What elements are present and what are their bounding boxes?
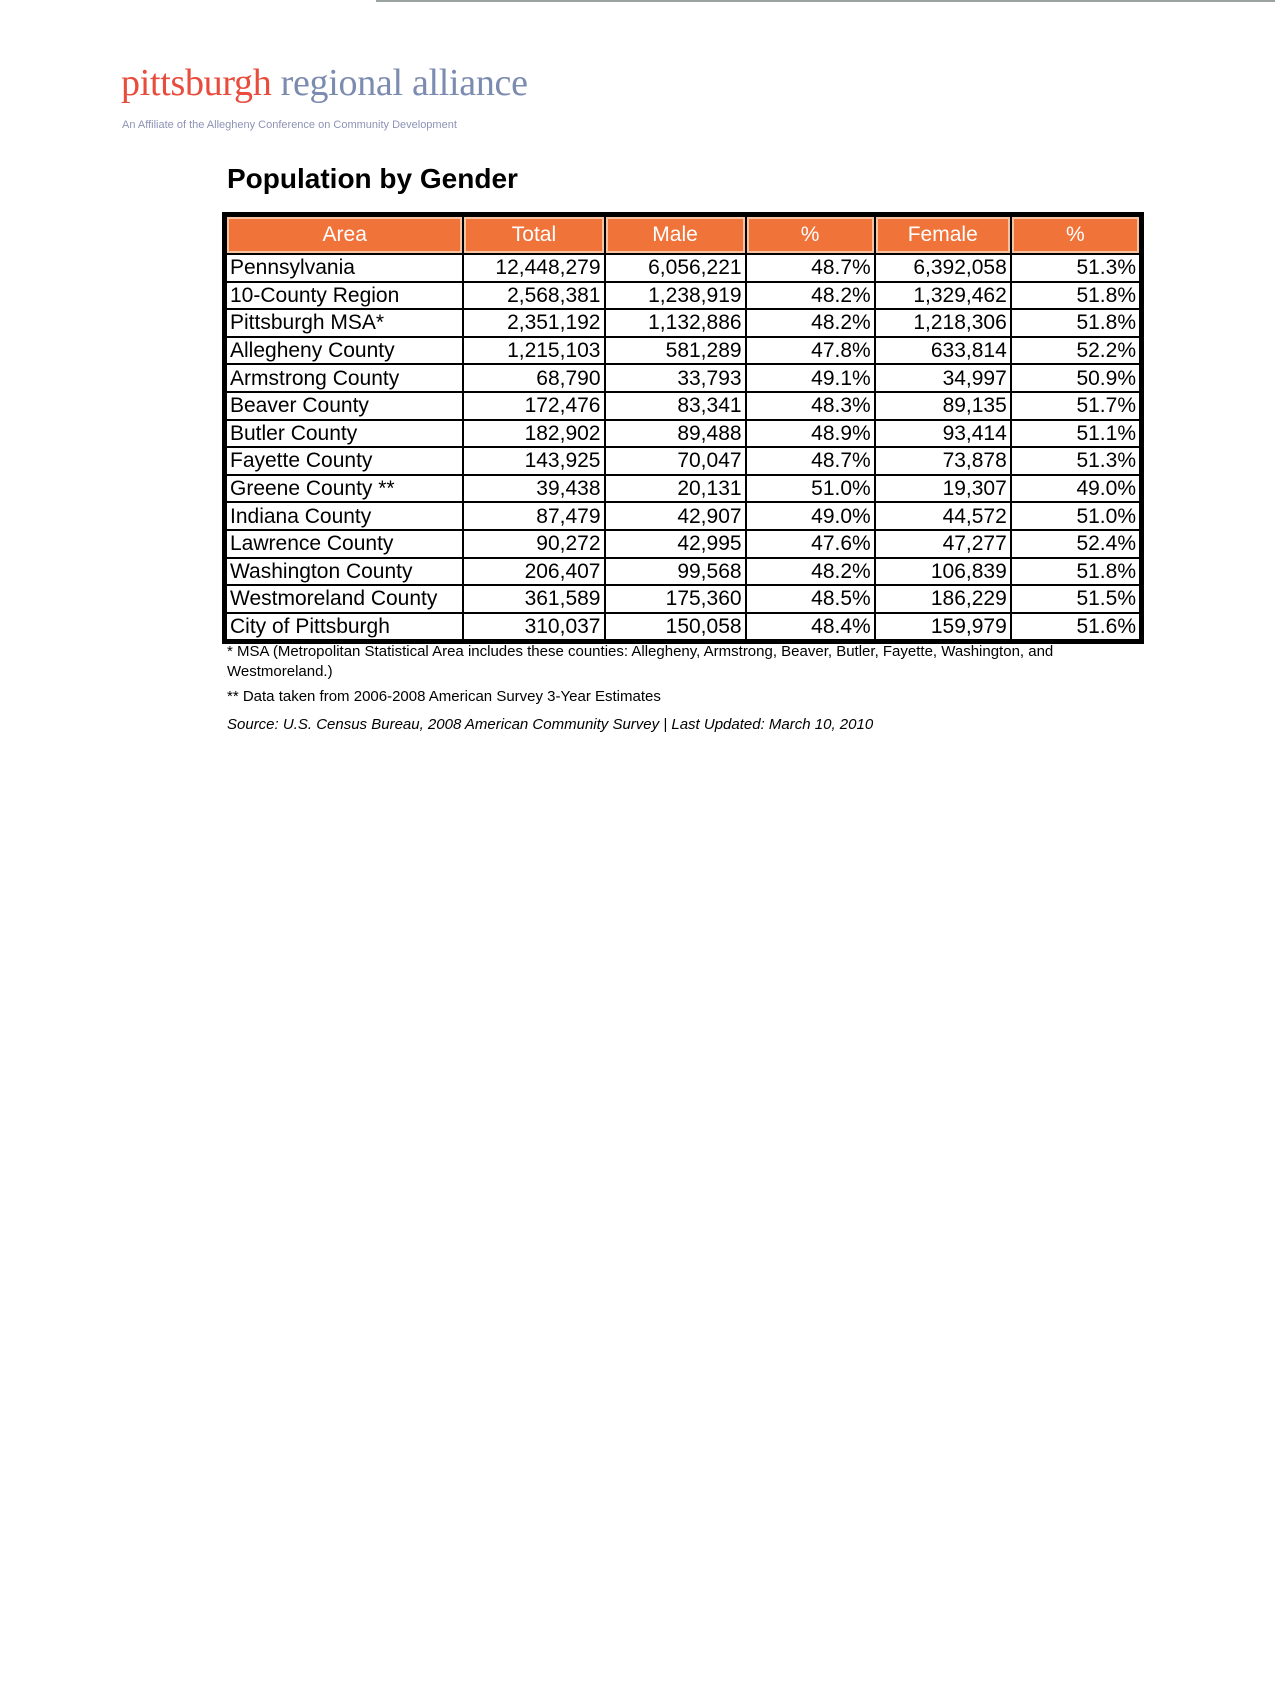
cell-male: 6,056,221	[605, 254, 746, 282]
cell-male-percent: 48.2%	[746, 282, 875, 310]
cell-area: City of Pittsburgh	[226, 613, 463, 641]
cell-female-percent: 51.7%	[1011, 392, 1140, 420]
cell-male: 42,907	[605, 502, 746, 530]
table-header-row	[226, 216, 1140, 254]
cell-female-percent: 52.2%	[1011, 337, 1140, 365]
cell-area: Butler County	[226, 420, 463, 448]
cell-total: 172,476	[463, 392, 604, 420]
cell-area: Washington County	[226, 558, 463, 586]
brand-logo	[121, 64, 528, 102]
cell-male: 99,568	[605, 558, 746, 586]
cell-female-percent: 51.3%	[1011, 254, 1140, 282]
table-row	[226, 420, 1140, 448]
table-row	[226, 392, 1140, 420]
table-row	[226, 447, 1140, 475]
table-row	[226, 282, 1140, 310]
cell-female: 1,218,306	[875, 309, 1011, 337]
table-row	[226, 530, 1140, 558]
cell-male: 1,238,919	[605, 282, 746, 310]
brand-name-part2: regional alliance	[280, 62, 528, 104]
cell-male-percent: 48.9%	[746, 420, 875, 448]
cell-area: Indiana County	[226, 502, 463, 530]
table-row	[226, 254, 1140, 282]
cell-total: 1,215,103	[463, 337, 604, 365]
cell-female: 19,307	[875, 475, 1011, 503]
cell-female: 47,277	[875, 530, 1011, 558]
brand-name-part1: pittsburgh	[121, 62, 272, 104]
page-title: Population by Gender	[227, 163, 518, 194]
table-row	[226, 502, 1140, 530]
cell-total: 143,925	[463, 447, 604, 475]
cell-female-percent: 52.4%	[1011, 530, 1140, 558]
cell-area: 10-County Region	[226, 282, 463, 310]
table-row	[226, 475, 1140, 503]
cell-total: 310,037	[463, 613, 604, 641]
cell-total: 206,407	[463, 558, 604, 586]
column-header-female: Female	[875, 216, 1011, 254]
cell-female: 73,878	[875, 447, 1011, 475]
cell-male-percent: 48.4%	[746, 613, 875, 641]
cell-male: 89,488	[605, 420, 746, 448]
cell-area: Allegheny County	[226, 337, 463, 365]
cell-male-percent: 48.2%	[746, 558, 875, 586]
column-header-female-percent: %	[1011, 216, 1140, 254]
cell-total: 90,272	[463, 530, 604, 558]
cell-female-percent: 51.8%	[1011, 309, 1140, 337]
cell-total: 87,479	[463, 502, 604, 530]
cell-male: 20,131	[605, 475, 746, 503]
cell-total: 2,351,192	[463, 309, 604, 337]
cell-female: 93,414	[875, 420, 1011, 448]
column-header-male: Male	[605, 216, 746, 254]
cell-female: 186,229	[875, 585, 1011, 613]
cell-female-percent: 51.1%	[1011, 420, 1140, 448]
cell-female-percent: 49.0%	[1011, 475, 1140, 503]
cell-area: Pittsburgh MSA*	[226, 309, 463, 337]
cell-female: 1,329,462	[875, 282, 1011, 310]
cell-female: 89,135	[875, 392, 1011, 420]
cell-female: 159,979	[875, 613, 1011, 641]
cell-female-percent: 51.8%	[1011, 558, 1140, 586]
column-header-area: Area	[226, 216, 463, 254]
column-header-total: Total	[463, 216, 604, 254]
brand-tagline: An Affiliate of the Allegheny Conference on Community Development	[122, 119, 457, 131]
cell-male-percent: 47.8%	[746, 337, 875, 365]
top-rule	[376, 0, 1275, 2]
source-note: Source: U.S. Census Bureau, 2008 American Community Survey | Last Updated: March 10, 2010	[227, 715, 874, 733]
cell-total: 182,902	[463, 420, 604, 448]
footnote-msa: * MSA (Metropolitan Statistical Area includes these counties: Allegheny, Armstrong, Beaver, Butler, Fayette, Washington, and Westmoreland.)	[227, 643, 1054, 680]
cell-female-percent: 51.5%	[1011, 585, 1140, 613]
cell-male: 150,058	[605, 613, 746, 641]
table-row	[226, 613, 1140, 641]
table-row	[226, 337, 1140, 365]
cell-area: Fayette County	[226, 447, 463, 475]
cell-female: 633,814	[875, 337, 1011, 365]
table-body	[226, 254, 1140, 640]
cell-total: 361,589	[463, 585, 604, 613]
cell-male-percent: 47.6%	[746, 530, 875, 558]
cell-area: Westmoreland County	[226, 585, 463, 613]
table-row	[226, 558, 1140, 586]
cell-male: 83,341	[605, 392, 746, 420]
cell-male: 70,047	[605, 447, 746, 475]
column-header-male-percent: %	[746, 216, 875, 254]
cell-male: 581,289	[605, 337, 746, 365]
cell-total: 12,448,279	[463, 254, 604, 282]
cell-total: 2,568,381	[463, 282, 604, 310]
table-row	[226, 309, 1140, 337]
footnotes	[227, 642, 1147, 742]
table-row	[226, 585, 1140, 613]
cell-male: 33,793	[605, 364, 746, 392]
cell-female: 44,572	[875, 502, 1011, 530]
cell-male-percent: 48.7%	[746, 447, 875, 475]
population-table	[225, 215, 1141, 641]
footnote-greene: ** Data taken from 2006-2008 American Survey 3-Year Estimates	[227, 688, 661, 705]
cell-female-percent: 50.9%	[1011, 364, 1140, 392]
table-row	[226, 364, 1140, 392]
cell-area: Beaver County	[226, 392, 463, 420]
cell-area: Armstrong County	[226, 364, 463, 392]
cell-female-percent: 51.0%	[1011, 502, 1140, 530]
cell-male-percent: 48.7%	[746, 254, 875, 282]
cell-female: 6,392,058	[875, 254, 1011, 282]
cell-area: Pennsylvania	[226, 254, 463, 282]
cell-male-percent: 48.2%	[746, 309, 875, 337]
cell-female: 34,997	[875, 364, 1011, 392]
cell-female: 106,839	[875, 558, 1011, 586]
cell-total: 68,790	[463, 364, 604, 392]
cell-female-percent: 51.3%	[1011, 447, 1140, 475]
cell-male-percent: 51.0%	[746, 475, 875, 503]
cell-total: 39,438	[463, 475, 604, 503]
cell-male: 1,132,886	[605, 309, 746, 337]
cell-male-percent: 49.1%	[746, 364, 875, 392]
cell-male-percent: 48.5%	[746, 585, 875, 613]
cell-area: Greene County **	[226, 475, 463, 503]
population-table-frame	[222, 212, 1144, 644]
cell-male: 42,995	[605, 530, 746, 558]
cell-male: 175,360	[605, 585, 746, 613]
cell-female-percent: 51.6%	[1011, 613, 1140, 641]
cell-male-percent: 48.3%	[746, 392, 875, 420]
cell-male-percent: 49.0%	[746, 502, 875, 530]
cell-area: Lawrence County	[226, 530, 463, 558]
cell-female-percent: 51.8%	[1011, 282, 1140, 310]
